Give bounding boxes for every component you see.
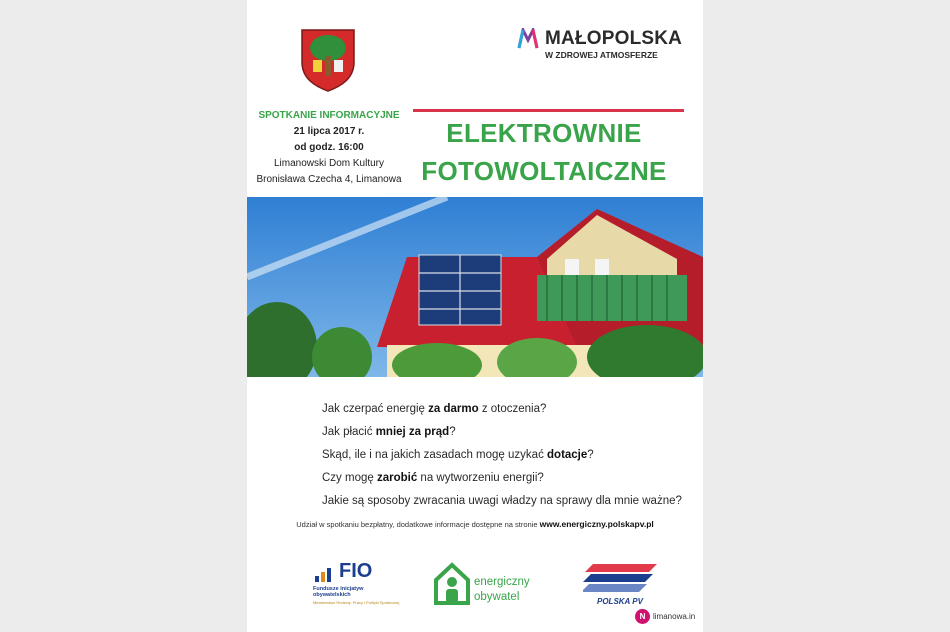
question-item: Jakie są sposoby zwracania uwagi władzy na sprawy dla mnie ważne? (322, 495, 682, 507)
brand-tagline: W ZDROWEJ ATMOSFERZE (545, 50, 658, 60)
fio-subtitle-2: obywatelskich (313, 592, 351, 598)
event-date: 21 lipca 2017 r. (293, 126, 365, 137)
obywatel-label: obywatel (474, 591, 520, 603)
watermark-text: limanowa.in (653, 612, 696, 621)
fio-name: FIO (339, 560, 373, 582)
question-item: Czy mogę zarobić na wytworzeniu energii? (322, 472, 544, 484)
fio-dots-icon (313, 562, 335, 584)
event-venue: Limanowski Dom Kultury (273, 158, 385, 169)
question-item: Jak czerpać energię za darmo z otoczenia? (322, 403, 547, 415)
brand-name: MAŁOPOLSKA (545, 28, 683, 49)
poster (247, 0, 703, 632)
fio-subtitle-1: Fundusze inicjatyw (313, 586, 364, 592)
fio-note: Ministerstwo Rodziny, Pracy i Polityki Społecznej (313, 600, 400, 605)
question-item: Skąd, ile i na jakich zasadach mogę uzykać dotacje? (322, 449, 594, 461)
house-outline-icon (433, 562, 471, 606)
info-url[interactable]: www.energiczny.polskapv.pl (539, 519, 654, 529)
poster-title (413, 114, 675, 190)
event-kind: SPOTKANIE INFORMACYJNE (258, 110, 400, 121)
title-divider (413, 109, 684, 112)
watermark-badge: N (635, 609, 650, 624)
coat-of-arms-icon (298, 26, 358, 92)
title-line-1: ELEKTROWNIE (446, 118, 642, 148)
event-time: od godz. 16:00 (294, 142, 364, 153)
malopolska-m-icon (517, 28, 539, 50)
info-line (247, 519, 703, 529)
fio-logo (313, 560, 400, 610)
energiczny-obywatel-logo (433, 562, 543, 610)
event-address: Bronisława Czecha 4, Limanowa (256, 174, 402, 185)
house-with-solar-panels-photo (247, 197, 703, 377)
polska-pv-name: POLSKA PV (597, 597, 643, 606)
polska-pv-logo (583, 560, 661, 610)
energiczny-label: energiczny (474, 576, 530, 588)
title-line-2: FOTOWOLTAICZNE (421, 156, 667, 186)
question-item: Jak płacić mniej za prąd? (322, 426, 456, 438)
polska-pv-stripes-icon (583, 560, 659, 596)
site-watermark (635, 607, 703, 627)
questions-list (322, 398, 692, 513)
info-text: Udział w spotkaniu bezpłatny, dodatkowe informacje dostępne na stronie (296, 520, 540, 529)
event-details (255, 108, 403, 188)
malopolska-logo (517, 28, 683, 64)
